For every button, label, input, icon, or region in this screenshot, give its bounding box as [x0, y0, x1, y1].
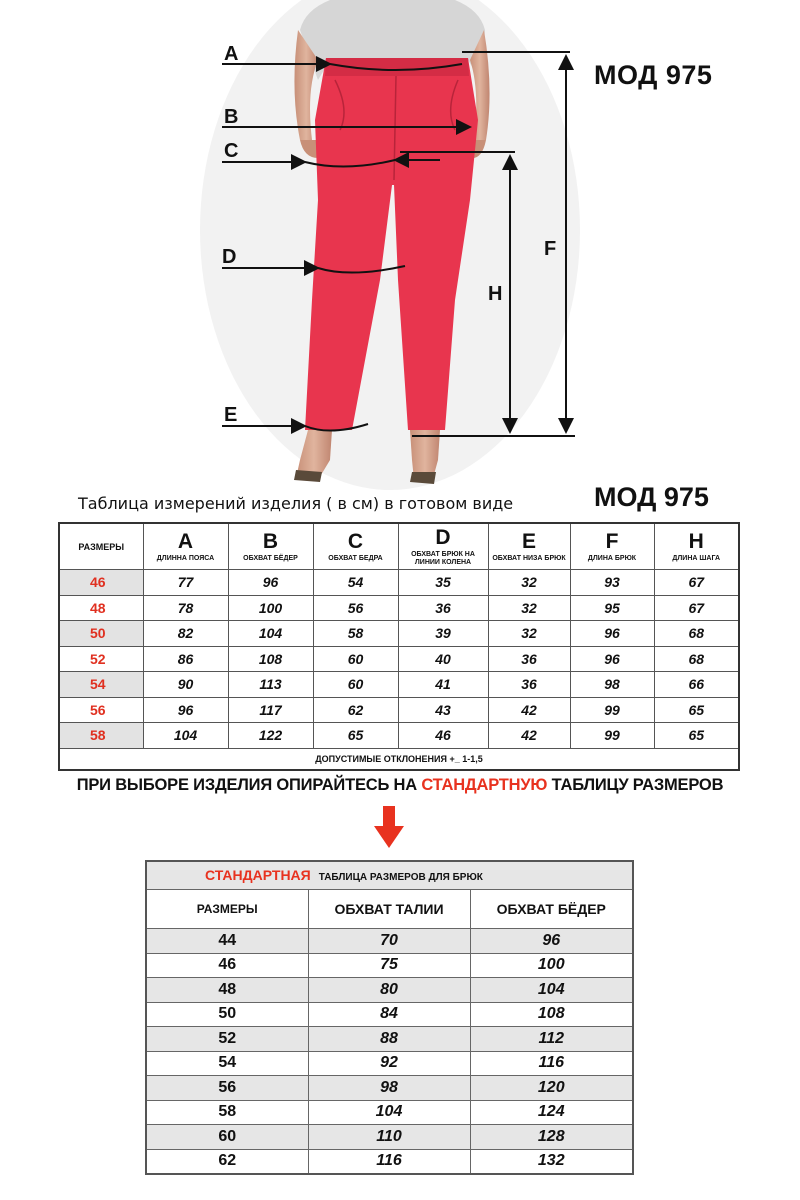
tolerance-note: ДОПУСТИМЫЕ ОТКЛОНЕНИЯ +_ 1-1,5 [59, 748, 739, 770]
measurement-cell: 42 [488, 723, 570, 749]
measurement-cell: 77 [143, 570, 228, 596]
measurement-cell: 35 [398, 570, 488, 596]
measurement-cell: 65 [313, 723, 398, 749]
table-row [59, 595, 739, 621]
measurement-cell: 65 [654, 697, 739, 723]
measurement-cell: 78 [143, 595, 228, 621]
measurement-cell: 60 [313, 672, 398, 698]
standard-table-title-row [146, 861, 633, 890]
column-label: ДЛИНА ШАГА [672, 554, 721, 562]
letter-d: D [222, 246, 237, 268]
hips-cell: 128 [470, 1125, 633, 1150]
column-header-e [488, 523, 570, 570]
model-label-top: МОД 975 [594, 60, 713, 90]
measurement-cell: 32 [488, 595, 570, 621]
hips-cell: 112 [470, 1027, 633, 1052]
hips-cell: 108 [470, 1002, 633, 1027]
size-cell: 48 [59, 595, 143, 621]
measurement-cell: 62 [313, 697, 398, 723]
hips-cell: 116 [470, 1051, 633, 1076]
model-label-table: МОД 975 [594, 482, 709, 512]
down-arrow-icon [374, 806, 404, 850]
measurement-cell: 68 [654, 646, 739, 672]
size-cell: 46 [59, 570, 143, 596]
hips-cell: 124 [470, 1100, 633, 1125]
measurement-cell: 122 [228, 723, 313, 749]
column-letter: B [262, 529, 279, 553]
measurement-cell: 108 [228, 646, 313, 672]
measurement-cell: 95 [570, 595, 654, 621]
letter-f: F [544, 238, 557, 260]
measurement-cell: 39 [398, 621, 488, 647]
measurement-cell: 117 [228, 697, 313, 723]
waist-cell: 92 [308, 1051, 470, 1076]
table-row [59, 672, 739, 698]
standard-header-size: РАЗМЕРЫ [146, 890, 308, 929]
size-cell: 56 [146, 1076, 308, 1101]
measurement-cell: 100 [228, 595, 313, 621]
table-row [59, 570, 739, 596]
table-row [146, 1051, 633, 1076]
measurement-cell: 36 [488, 646, 570, 672]
letter-h: H [488, 283, 503, 305]
measurement-cell: 66 [654, 672, 739, 698]
column-letter: H [688, 529, 704, 553]
size-cell: 48 [146, 978, 308, 1003]
size-advice-notice [0, 776, 800, 795]
column-letter: D [435, 525, 451, 549]
table-row [146, 1149, 633, 1174]
size-cell: 50 [146, 1002, 308, 1027]
size-cell: 52 [59, 646, 143, 672]
notice-text-after: ТАБЛИЦУ РАЗМЕРОВ [547, 776, 724, 794]
column-label: ОБХВАТ БЁДЕР [243, 554, 298, 562]
measurement-cell: 90 [143, 672, 228, 698]
size-column-header: РАЗМЕРЫ [59, 523, 143, 570]
column-letter: C [347, 529, 364, 553]
waist-cell: 116 [308, 1149, 470, 1174]
standard-rows [146, 929, 633, 1175]
size-cell: 50 [59, 621, 143, 647]
waist-cell: 88 [308, 1027, 470, 1052]
notice-text-before: ПРИ ВЫБОРЕ ИЗДЕЛИЯ ОПИРАЙТЕСЬ НА [76, 776, 422, 794]
size-cell: 54 [146, 1051, 308, 1076]
measurement-cell: 86 [143, 646, 228, 672]
waist-cell: 80 [308, 978, 470, 1003]
measurement-cell: 54 [313, 570, 398, 596]
column-header-a [143, 523, 228, 570]
waist-cell: 84 [308, 1002, 470, 1027]
size-cell: 60 [146, 1125, 308, 1150]
standard-size-table [145, 860, 634, 1175]
standard-table-title [146, 861, 633, 890]
waist-cell: 104 [308, 1100, 470, 1125]
standard-title-rest: ТАБЛИЦА РАЗМЕРОВ ДЛЯ БРЮК [318, 871, 483, 883]
column-label: ДЛИННА ПОЯСА [156, 554, 215, 562]
notice-highlight: СТАНДАРТНУЮ [421, 776, 548, 794]
column-header-c [313, 523, 398, 570]
measurement-cell: 99 [570, 723, 654, 749]
table-row [59, 646, 739, 672]
measurement-cell: 65 [654, 723, 739, 749]
standard-header-waist: ОБХВАТ ТАЛИИ [308, 890, 470, 929]
measurement-cell: 104 [228, 621, 313, 647]
table-header-row [59, 523, 739, 570]
table-row [146, 1100, 633, 1125]
size-cell: 44 [146, 929, 308, 954]
letter-a: A [224, 43, 239, 65]
measurement-cell: 98 [570, 672, 654, 698]
table-caption: Таблица измерений изделия ( в см) в готовом виде [78, 494, 514, 513]
letter-c: C [224, 140, 239, 162]
measurement-cell: 40 [398, 646, 488, 672]
column-header-b [228, 523, 313, 570]
standard-header-hips: ОБХВАТ БЁДЕР [470, 890, 633, 929]
column-label: ОБХВАТ НИЗА БРЮК [492, 554, 566, 562]
table-row [59, 723, 739, 749]
measurement-cell: 67 [654, 595, 739, 621]
column-label: ДЛИНА БРЮК [587, 554, 637, 562]
size-cell: 54 [59, 672, 143, 698]
size-cell: 58 [59, 723, 143, 749]
measurement-cell: 32 [488, 621, 570, 647]
table-row [146, 953, 633, 978]
measurement-table [58, 522, 740, 771]
measurement-cell: 68 [654, 621, 739, 647]
measurement-cell: 96 [143, 697, 228, 723]
size-cell: 52 [146, 1027, 308, 1052]
size-cell: 56 [59, 697, 143, 723]
column-letter: A [177, 529, 194, 553]
measurement-cell: 36 [398, 595, 488, 621]
tolerance-row [59, 748, 739, 770]
hips-cell: 96 [470, 929, 633, 954]
column-letter: E [521, 529, 536, 553]
measurement-cell: 96 [228, 570, 313, 596]
hips-cell: 120 [470, 1076, 633, 1101]
table-row [146, 1125, 633, 1150]
table-row [59, 697, 739, 723]
measurement-rows [59, 570, 739, 749]
table-row [146, 1076, 633, 1101]
waist-cell: 75 [308, 953, 470, 978]
size-cell: 46 [146, 953, 308, 978]
measurement-cell: 60 [313, 646, 398, 672]
table-row [146, 1027, 633, 1052]
hips-cell: 100 [470, 953, 633, 978]
standard-title-highlight: СТАНДАРТНАЯ [205, 866, 311, 883]
column-header-h [654, 523, 739, 570]
hips-cell: 132 [470, 1149, 633, 1174]
column-label: ОБХВАТ БЕДРА [328, 554, 383, 562]
measurement-cell: 67 [654, 570, 739, 596]
letter-b: B [224, 106, 239, 128]
measurement-cell: 41 [398, 672, 488, 698]
standard-table-header-row [146, 890, 633, 929]
waist-cell: 98 [308, 1076, 470, 1101]
measurement-cell: 36 [488, 672, 570, 698]
measurement-cell: 113 [228, 672, 313, 698]
measurement-cell: 32 [488, 570, 570, 596]
table-row [146, 1002, 633, 1027]
measurement-cell: 104 [143, 723, 228, 749]
table-row [146, 929, 633, 954]
column-header-d [398, 523, 488, 570]
measurement-cell: 43 [398, 697, 488, 723]
letter-e: E [224, 404, 238, 426]
hips-cell: 104 [470, 978, 633, 1003]
measurement-cell: 93 [570, 570, 654, 596]
measurement-cell: 58 [313, 621, 398, 647]
measurement-cell: 99 [570, 697, 654, 723]
column-letter: F [605, 529, 619, 553]
measurement-cell: 96 [570, 646, 654, 672]
measurement-cell: 46 [398, 723, 488, 749]
table-row [146, 978, 633, 1003]
measurement-cell: 96 [570, 621, 654, 647]
waist-cell: 110 [308, 1125, 470, 1150]
size-cell: 58 [146, 1100, 308, 1125]
waist-cell: 70 [308, 929, 470, 954]
column-header-f [570, 523, 654, 570]
measurement-cell: 56 [313, 595, 398, 621]
column-label: ОБХВАТ БРЮК НА ЛИНИИ КОЛЕНА [411, 550, 475, 566]
size-cell: 62 [146, 1149, 308, 1174]
measurement-cell: 82 [143, 621, 228, 647]
table-row [59, 621, 739, 647]
measurement-cell: 42 [488, 697, 570, 723]
